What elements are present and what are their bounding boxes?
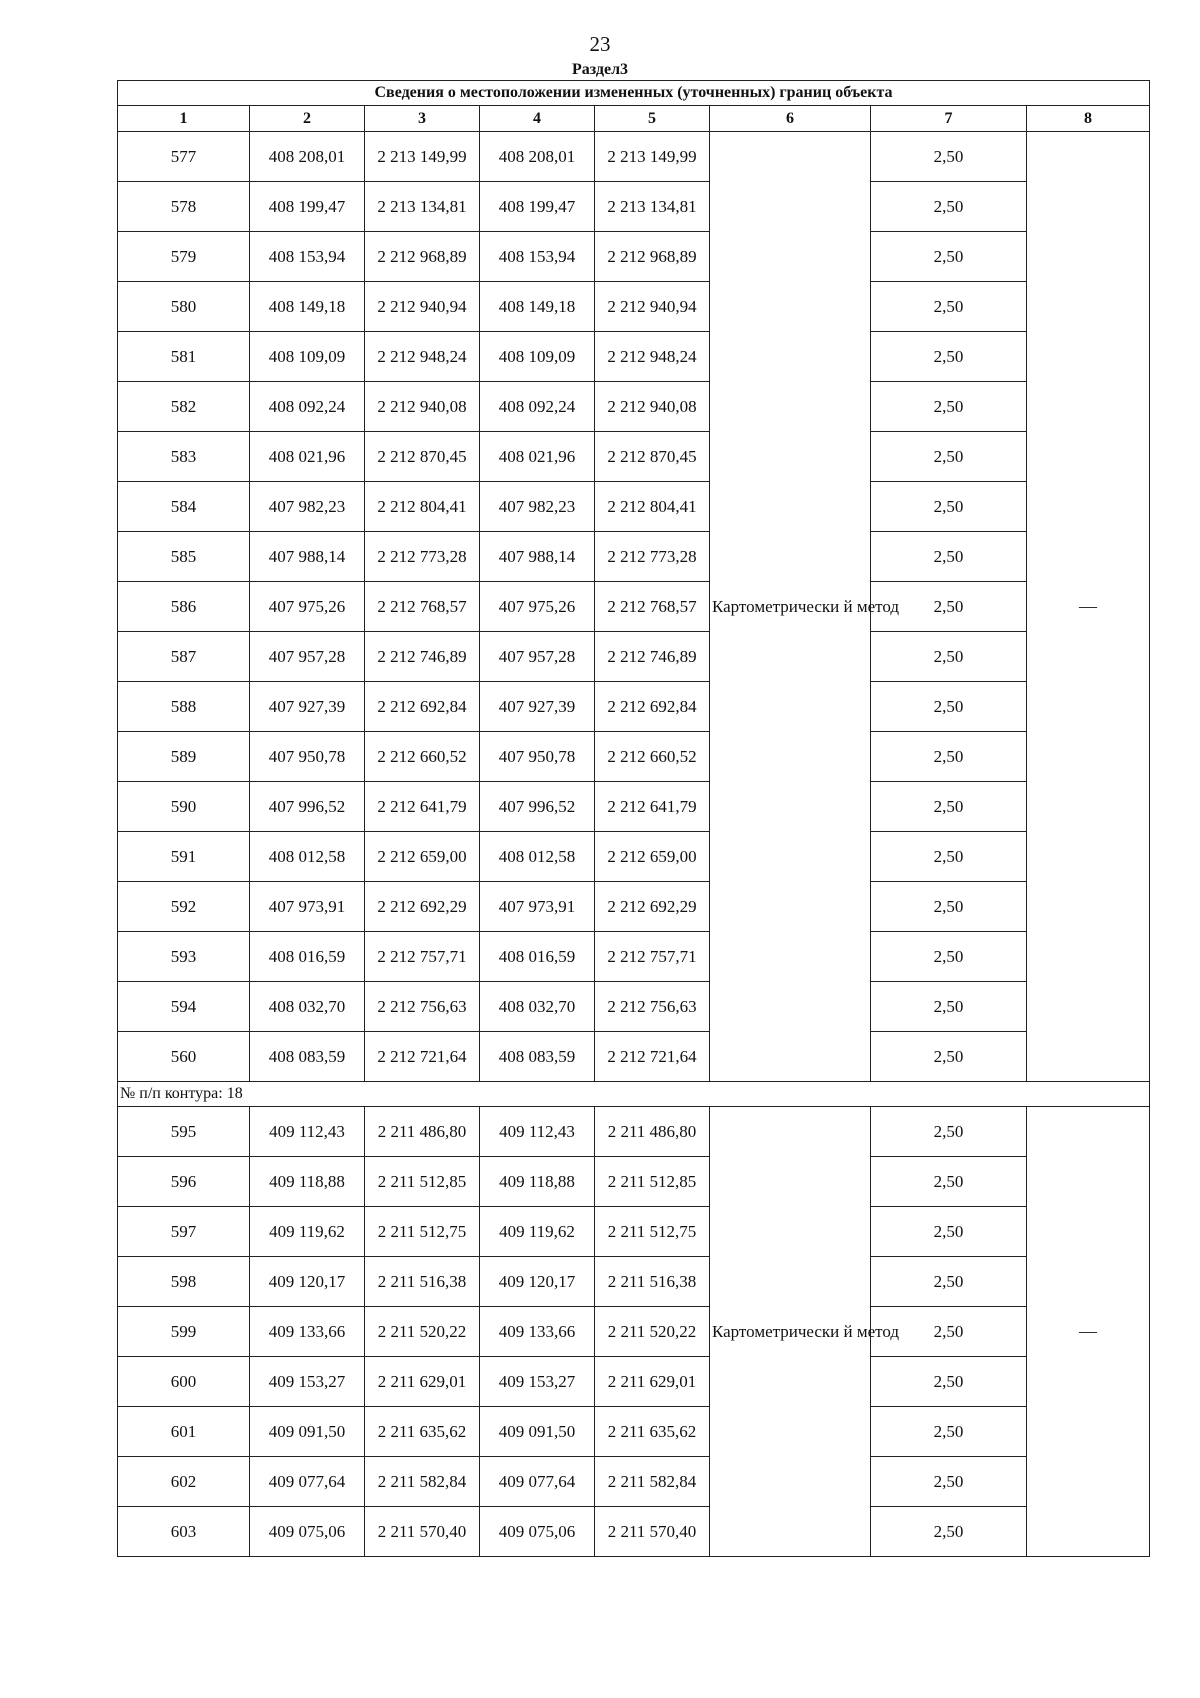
y-coordinate-new: 2 212 773,28 <box>595 532 710 582</box>
y-coordinate-new: 2 212 641,79 <box>595 782 710 832</box>
accuracy-value: 2,50 <box>871 332 1027 382</box>
x-coordinate-new: 408 149,18 <box>480 282 595 332</box>
y-coordinate-existing: 2 212 940,08 <box>365 382 480 432</box>
accuracy-value: 2,50 <box>871 582 1027 632</box>
x-coordinate-existing: 408 012,58 <box>250 832 365 882</box>
column-number-1: 1 <box>118 106 250 132</box>
column-number-6: 6 <box>710 106 871 132</box>
accuracy-value: 2,50 <box>871 932 1027 982</box>
column-number-2: 2 <box>250 106 365 132</box>
point-number: 585 <box>118 532 250 582</box>
point-number: 593 <box>118 932 250 982</box>
point-number: 595 <box>118 1107 250 1157</box>
y-coordinate-existing: 2 212 692,29 <box>365 882 480 932</box>
table-row <box>118 432 1150 482</box>
y-coordinate-new: 2 213 149,99 <box>595 132 710 182</box>
accuracy-value: 2,50 <box>871 382 1027 432</box>
table-row <box>118 882 1150 932</box>
y-coordinate-new: 2 212 804,41 <box>595 482 710 532</box>
table-row <box>118 732 1150 782</box>
x-coordinate-new: 407 927,39 <box>480 682 595 732</box>
y-coordinate-existing: 2 212 768,57 <box>365 582 480 632</box>
column-number-4: 4 <box>480 106 595 132</box>
table-row <box>118 832 1150 882</box>
y-coordinate-new: 2 212 746,89 <box>595 632 710 682</box>
y-coordinate-new: 2 211 512,85 <box>595 1157 710 1207</box>
method-cell: Картометрически й метод <box>710 132 871 1082</box>
column-number-3: 3 <box>365 106 480 132</box>
x-coordinate-new: 408 016,59 <box>480 932 595 982</box>
method-cell: Картометрически й метод <box>710 1107 871 1557</box>
contour-row <box>118 1082 1150 1107</box>
y-coordinate-existing: 2 212 940,94 <box>365 282 480 332</box>
column-8-cell: — <box>1027 132 1150 1082</box>
x-coordinate-existing: 407 988,14 <box>250 532 365 582</box>
y-coordinate-existing: 2 211 520,22 <box>365 1307 480 1357</box>
table-row <box>118 282 1150 332</box>
y-coordinate-existing: 2 212 757,71 <box>365 932 480 982</box>
x-coordinate-existing: 408 149,18 <box>250 282 365 332</box>
x-coordinate-existing: 407 950,78 <box>250 732 365 782</box>
y-coordinate-new: 2 211 570,40 <box>595 1507 710 1557</box>
y-coordinate-new: 2 211 512,75 <box>595 1207 710 1257</box>
x-coordinate-existing: 408 208,01 <box>250 132 365 182</box>
y-coordinate-existing: 2 211 512,85 <box>365 1157 480 1207</box>
table-row <box>118 1032 1150 1082</box>
y-coordinate-new: 2 212 948,24 <box>595 332 710 382</box>
boundary-table <box>117 80 1150 1557</box>
y-coordinate-new: 2 211 516,38 <box>595 1257 710 1307</box>
y-coordinate-existing: 2 212 804,41 <box>365 482 480 532</box>
table-row <box>118 532 1150 582</box>
y-coordinate-existing: 2 212 746,89 <box>365 632 480 682</box>
y-coordinate-existing: 2 211 570,40 <box>365 1507 480 1557</box>
y-coordinate-existing: 2 211 516,38 <box>365 1257 480 1307</box>
x-coordinate-existing: 408 032,70 <box>250 982 365 1032</box>
x-coordinate-existing: 409 077,64 <box>250 1457 365 1507</box>
y-coordinate-new: 2 211 582,84 <box>595 1457 710 1507</box>
y-coordinate-new: 2 212 692,29 <box>595 882 710 932</box>
accuracy-value: 2,50 <box>871 132 1027 182</box>
y-coordinate-existing: 2 212 641,79 <box>365 782 480 832</box>
accuracy-value: 2,50 <box>871 1107 1027 1157</box>
y-coordinate-existing: 2 211 582,84 <box>365 1457 480 1507</box>
x-coordinate-existing: 408 153,94 <box>250 232 365 282</box>
table-row <box>118 932 1150 982</box>
x-coordinate-new: 408 109,09 <box>480 332 595 382</box>
x-coordinate-existing: 408 016,59 <box>250 932 365 982</box>
x-coordinate-new: 408 199,47 <box>480 182 595 232</box>
x-coordinate-existing: 407 957,28 <box>250 632 365 682</box>
point-number: 588 <box>118 682 250 732</box>
accuracy-value: 2,50 <box>871 1407 1027 1457</box>
table-row <box>118 1107 1150 1157</box>
x-coordinate-new: 407 973,91 <box>480 882 595 932</box>
accuracy-value: 2,50 <box>871 832 1027 882</box>
section-label: Раздел3 <box>571 61 629 78</box>
x-coordinate-new: 409 075,06 <box>480 1507 595 1557</box>
x-coordinate-existing: 407 927,39 <box>250 682 365 732</box>
point-number: 584 <box>118 482 250 532</box>
point-number: 577 <box>118 132 250 182</box>
table-row <box>118 1407 1150 1457</box>
accuracy-value: 2,50 <box>871 1207 1027 1257</box>
x-coordinate-new: 408 153,94 <box>480 232 595 282</box>
y-coordinate-new: 2 212 692,84 <box>595 682 710 732</box>
point-number: 591 <box>118 832 250 882</box>
point-number: 560 <box>118 1032 250 1082</box>
point-number: 602 <box>118 1457 250 1507</box>
y-coordinate-existing: 2 211 635,62 <box>365 1407 480 1457</box>
y-coordinate-new: 2 211 520,22 <box>595 1307 710 1357</box>
point-number: 580 <box>118 282 250 332</box>
point-number: 592 <box>118 882 250 932</box>
table-title-row <box>118 81 1150 106</box>
y-coordinate-new: 2 212 968,89 <box>595 232 710 282</box>
y-coordinate-new: 2 212 756,63 <box>595 982 710 1032</box>
x-coordinate-existing: 409 075,06 <box>250 1507 365 1557</box>
x-coordinate-existing: 409 118,88 <box>250 1157 365 1207</box>
x-coordinate-new: 407 996,52 <box>480 782 595 832</box>
x-coordinate-new: 408 021,96 <box>480 432 595 482</box>
x-coordinate-existing: 408 109,09 <box>250 332 365 382</box>
table-row <box>118 1157 1150 1207</box>
accuracy-value: 2,50 <box>871 532 1027 582</box>
x-coordinate-existing: 407 982,23 <box>250 482 365 532</box>
x-coordinate-new: 407 975,26 <box>480 582 595 632</box>
accuracy-value: 2,50 <box>871 482 1027 532</box>
y-coordinate-new: 2 212 659,00 <box>595 832 710 882</box>
x-coordinate-new: 408 092,24 <box>480 382 595 432</box>
x-coordinate-new: 409 133,66 <box>480 1307 595 1357</box>
table-row <box>118 482 1150 532</box>
x-coordinate-existing: 409 153,27 <box>250 1357 365 1407</box>
y-coordinate-existing: 2 212 968,89 <box>365 232 480 282</box>
table-row <box>118 1257 1150 1307</box>
accuracy-value: 2,50 <box>871 1357 1027 1407</box>
y-coordinate-existing: 2 213 149,99 <box>365 132 480 182</box>
table-row <box>118 982 1150 1032</box>
x-coordinate-new: 409 118,88 <box>480 1157 595 1207</box>
table-row <box>118 132 1150 182</box>
x-coordinate-new: 408 208,01 <box>480 132 595 182</box>
x-coordinate-new: 409 153,27 <box>480 1357 595 1407</box>
point-number: 600 <box>118 1357 250 1407</box>
x-coordinate-new: 407 950,78 <box>480 732 595 782</box>
x-coordinate-existing: 408 199,47 <box>250 182 365 232</box>
x-coordinate-existing: 409 091,50 <box>250 1407 365 1457</box>
table-row <box>118 1507 1150 1557</box>
x-coordinate-new: 407 982,23 <box>480 482 595 532</box>
x-coordinate-new: 407 957,28 <box>480 632 595 682</box>
point-number: 597 <box>118 1207 250 1257</box>
accuracy-value: 2,50 <box>871 182 1027 232</box>
y-coordinate-existing: 2 212 870,45 <box>365 432 480 482</box>
y-coordinate-existing: 2 212 948,24 <box>365 332 480 382</box>
point-number: 598 <box>118 1257 250 1307</box>
x-coordinate-existing: 407 973,91 <box>250 882 365 932</box>
y-coordinate-existing: 2 211 629,01 <box>365 1357 480 1407</box>
column-number-7: 7 <box>871 106 1027 132</box>
accuracy-value: 2,50 <box>871 1157 1027 1207</box>
y-coordinate-existing: 2 212 756,63 <box>365 982 480 1032</box>
x-coordinate-new: 408 012,58 <box>480 832 595 882</box>
y-coordinate-new: 2 211 486,80 <box>595 1107 710 1157</box>
y-coordinate-existing: 2 211 486,80 <box>365 1107 480 1157</box>
point-number: 601 <box>118 1407 250 1457</box>
point-number: 596 <box>118 1157 250 1207</box>
y-coordinate-existing: 2 212 773,28 <box>365 532 480 582</box>
y-coordinate-new: 2 212 721,64 <box>595 1032 710 1082</box>
accuracy-value: 2,50 <box>871 632 1027 682</box>
table-row <box>118 1207 1150 1257</box>
table-row <box>118 682 1150 732</box>
y-coordinate-existing: 2 212 692,84 <box>365 682 480 732</box>
x-coordinate-new: 408 083,59 <box>480 1032 595 1082</box>
y-coordinate-existing: 2 212 659,00 <box>365 832 480 882</box>
table-row <box>118 332 1150 382</box>
table-row <box>118 1357 1150 1407</box>
x-coordinate-new: 407 988,14 <box>480 532 595 582</box>
y-coordinate-new: 2 212 757,71 <box>595 932 710 982</box>
y-coordinate-new: 2 213 134,81 <box>595 182 710 232</box>
table-title: Сведения о местоположении измененных (уточненных) границ объекта <box>118 81 1150 106</box>
accuracy-value: 2,50 <box>871 1457 1027 1507</box>
y-coordinate-new: 2 212 940,94 <box>595 282 710 332</box>
accuracy-value: 2,50 <box>871 732 1027 782</box>
point-number: 586 <box>118 582 250 632</box>
column-number-5: 5 <box>595 106 710 132</box>
x-coordinate-new: 408 032,70 <box>480 982 595 1032</box>
table-row <box>118 182 1150 232</box>
accuracy-value: 2,50 <box>871 1307 1027 1357</box>
y-coordinate-new: 2 211 629,01 <box>595 1357 710 1407</box>
x-coordinate-existing: 409 119,62 <box>250 1207 365 1257</box>
page-number: 23 <box>589 32 611 56</box>
y-coordinate-existing: 2 211 512,75 <box>365 1207 480 1257</box>
x-coordinate-existing: 409 120,17 <box>250 1257 365 1307</box>
x-coordinate-new: 409 120,17 <box>480 1257 595 1307</box>
point-number: 603 <box>118 1507 250 1557</box>
accuracy-value: 2,50 <box>871 682 1027 732</box>
x-coordinate-existing: 409 133,66 <box>250 1307 365 1357</box>
y-coordinate-new: 2 212 870,45 <box>595 432 710 482</box>
table-row <box>118 782 1150 832</box>
accuracy-value: 2,50 <box>871 1032 1027 1082</box>
point-number: 589 <box>118 732 250 782</box>
column-number-8: 8 <box>1027 106 1150 132</box>
table-row <box>118 1307 1150 1357</box>
y-coordinate-new: 2 212 660,52 <box>595 732 710 782</box>
x-coordinate-existing: 408 083,59 <box>250 1032 365 1082</box>
accuracy-value: 2,50 <box>871 982 1027 1032</box>
point-number: 594 <box>118 982 250 1032</box>
y-coordinate-existing: 2 212 721,64 <box>365 1032 480 1082</box>
point-number: 587 <box>118 632 250 682</box>
point-number: 582 <box>118 382 250 432</box>
column-number-row <box>118 106 1150 132</box>
y-coordinate-new: 2 212 768,57 <box>595 582 710 632</box>
table-row <box>118 632 1150 682</box>
x-coordinate-new: 409 112,43 <box>480 1107 595 1157</box>
accuracy-value: 2,50 <box>871 282 1027 332</box>
column-8-cell: — <box>1027 1107 1150 1557</box>
accuracy-value: 2,50 <box>871 232 1027 282</box>
table-row <box>118 382 1150 432</box>
point-number: 590 <box>118 782 250 832</box>
y-coordinate-existing: 2 213 134,81 <box>365 182 480 232</box>
x-coordinate-existing: 407 975,26 <box>250 582 365 632</box>
contour-label: № п/п контура: 18 <box>118 1082 1150 1107</box>
accuracy-value: 2,50 <box>871 882 1027 932</box>
point-number: 599 <box>118 1307 250 1357</box>
point-number: 579 <box>118 232 250 282</box>
accuracy-value: 2,50 <box>871 432 1027 482</box>
table-row <box>118 1457 1150 1507</box>
accuracy-value: 2,50 <box>871 1507 1027 1557</box>
y-coordinate-new: 2 211 635,62 <box>595 1407 710 1457</box>
x-coordinate-existing: 407 996,52 <box>250 782 365 832</box>
accuracy-value: 2,50 <box>871 782 1027 832</box>
point-number: 578 <box>118 182 250 232</box>
table-row <box>118 582 1150 632</box>
point-number: 583 <box>118 432 250 482</box>
y-coordinate-existing: 2 212 660,52 <box>365 732 480 782</box>
x-coordinate-existing: 408 021,96 <box>250 432 365 482</box>
x-coordinate-new: 409 077,64 <box>480 1457 595 1507</box>
x-coordinate-new: 409 091,50 <box>480 1407 595 1457</box>
table-row <box>118 232 1150 282</box>
point-number: 581 <box>118 332 250 382</box>
x-coordinate-existing: 408 092,24 <box>250 382 365 432</box>
x-coordinate-existing: 409 112,43 <box>250 1107 365 1157</box>
accuracy-value: 2,50 <box>871 1257 1027 1307</box>
x-coordinate-new: 409 119,62 <box>480 1207 595 1257</box>
y-coordinate-new: 2 212 940,08 <box>595 382 710 432</box>
